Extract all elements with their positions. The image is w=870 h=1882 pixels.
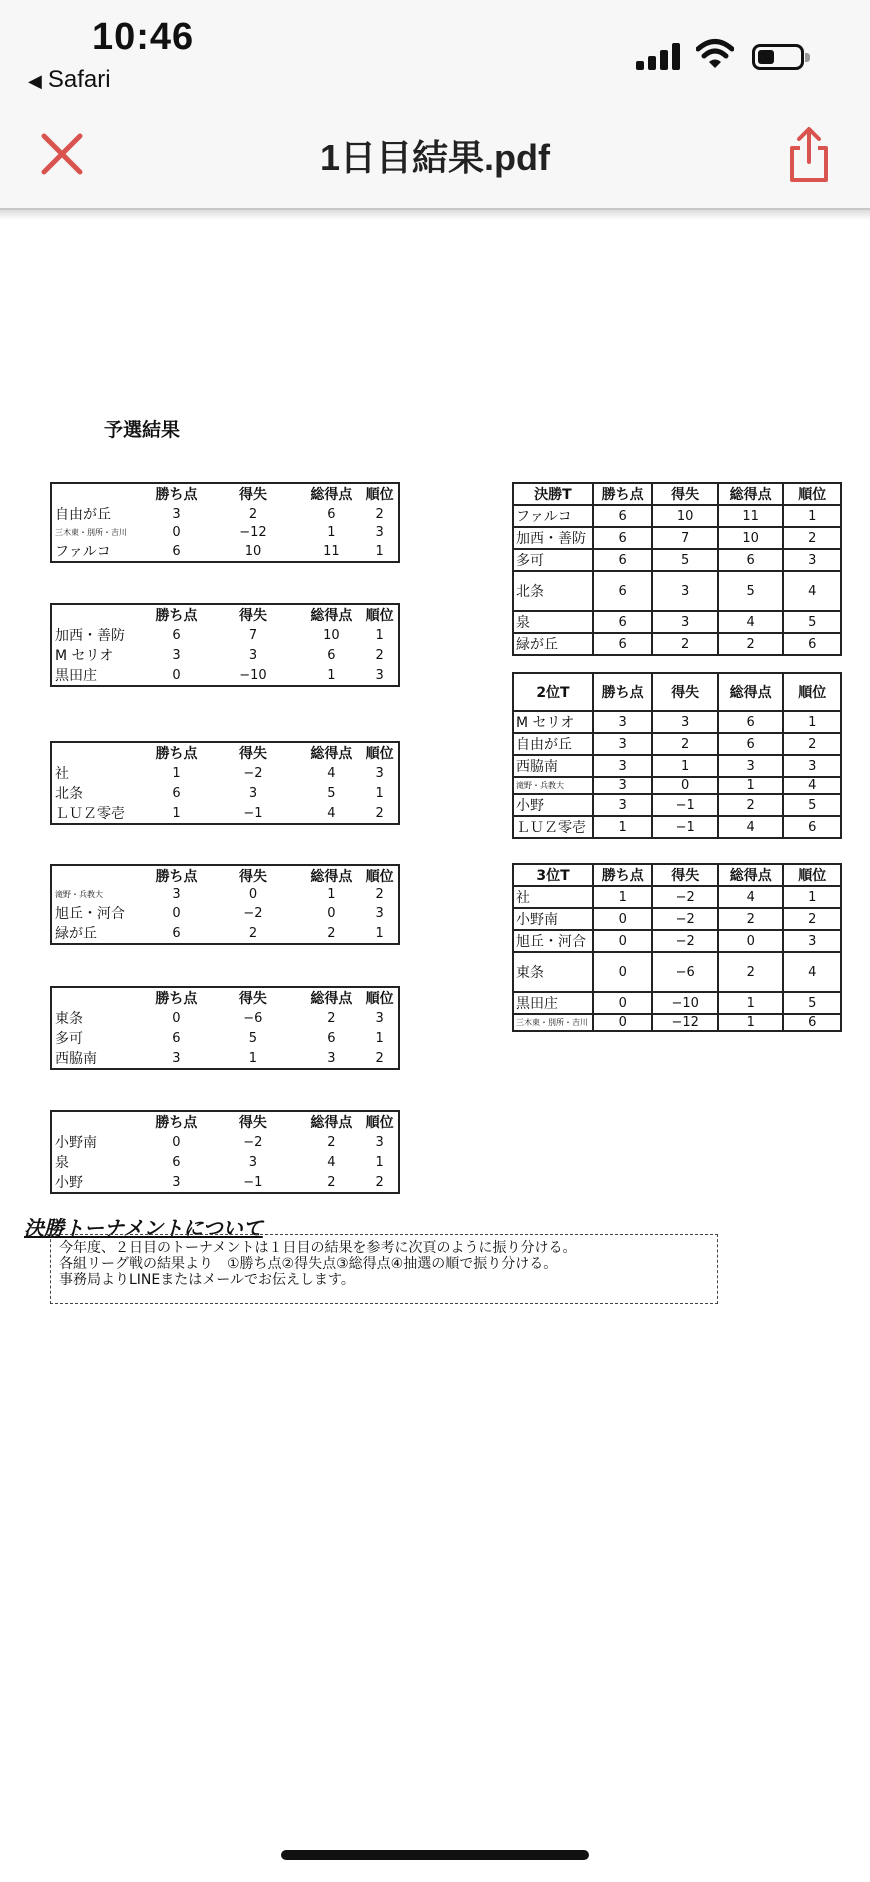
team-name: 多可 bbox=[513, 549, 593, 571]
table-cell: −2 bbox=[652, 908, 718, 930]
table-row bbox=[513, 777, 841, 794]
table-cell: 1 bbox=[172, 765, 181, 781]
team-name: 三木東・別所・吉川 bbox=[513, 1014, 593, 1031]
table-cell: 4 bbox=[783, 777, 841, 794]
bracket-title: 2位T bbox=[513, 673, 593, 711]
team-name: 加西・善防 bbox=[513, 527, 593, 549]
group-table bbox=[50, 741, 400, 825]
team-name: M セリオ bbox=[513, 711, 593, 733]
table-cell: 0 bbox=[718, 930, 783, 952]
team-name: 自由が丘 bbox=[55, 507, 111, 523]
table-cell: 6 bbox=[172, 785, 181, 801]
table-header-row bbox=[51, 604, 399, 625]
table-cell: 3 bbox=[172, 1174, 181, 1190]
table-row bbox=[51, 1028, 399, 1048]
group-table bbox=[50, 603, 400, 687]
table-cell: 6 bbox=[593, 549, 653, 571]
table-cell: −2 bbox=[652, 930, 718, 952]
table-cell: 5 bbox=[327, 785, 336, 801]
team-name: 多可 bbox=[55, 1031, 83, 1047]
table-row bbox=[513, 549, 841, 571]
table-cell: 1 bbox=[172, 805, 181, 821]
table-cell: 0 bbox=[172, 525, 181, 540]
table-cell: 4 bbox=[327, 805, 336, 821]
team-name: 旭丘・河合 bbox=[55, 906, 125, 922]
table-row bbox=[513, 908, 841, 930]
table-cell: 1 bbox=[327, 667, 336, 683]
table-cell: 2 bbox=[783, 733, 841, 755]
column-header: 勝ち点 bbox=[155, 608, 198, 624]
table-cell: −6 bbox=[243, 1010, 263, 1026]
team-name: 西脇南 bbox=[55, 1051, 97, 1067]
column-header: 得失 bbox=[238, 608, 267, 624]
column-header: 勝ち点 bbox=[155, 1115, 198, 1131]
table-cell: 0 bbox=[652, 777, 718, 794]
column-header: 順位 bbox=[365, 869, 394, 885]
team-name: 西脇南 bbox=[513, 755, 593, 777]
table-cell: 0 bbox=[593, 1014, 653, 1031]
table-cell: 3 bbox=[172, 647, 181, 663]
table-cell: 2 bbox=[375, 1050, 384, 1066]
table-header-row bbox=[513, 864, 841, 886]
table-cell: 6 bbox=[593, 611, 653, 633]
table-cell: 0 bbox=[593, 952, 653, 992]
table-cell: 10 bbox=[718, 527, 783, 549]
table-row bbox=[513, 633, 841, 655]
table-row bbox=[51, 763, 399, 783]
table-cell: 1 bbox=[783, 711, 841, 733]
column-header: 得失 bbox=[238, 1115, 267, 1131]
table-cell: −6 bbox=[652, 952, 718, 992]
table-header-row bbox=[51, 483, 399, 504]
column-header: 勝ち点 bbox=[593, 673, 653, 711]
team-name: ファルコ bbox=[55, 544, 111, 560]
table-cell: 2 bbox=[652, 733, 718, 755]
table-cell: 3 bbox=[172, 506, 181, 522]
team-name: 社 bbox=[513, 886, 593, 908]
column-header: 順位 bbox=[365, 746, 394, 762]
document-title: 1日目結果.pdf bbox=[320, 137, 550, 178]
table-cell: 3 bbox=[593, 777, 653, 794]
table-cell: 0 bbox=[172, 667, 181, 683]
table-cell: 10 bbox=[323, 627, 340, 643]
table-row bbox=[513, 930, 841, 952]
table-row bbox=[51, 1008, 399, 1028]
table-header-row bbox=[513, 673, 841, 711]
table-cell: 3 bbox=[593, 755, 653, 777]
table-cell: 0 bbox=[593, 930, 653, 952]
home-indicator[interactable] bbox=[281, 1850, 589, 1860]
column-header: 総得点 bbox=[718, 483, 783, 505]
table-cell: 2 bbox=[783, 527, 841, 549]
column-header: 総得点 bbox=[310, 608, 353, 624]
bracket-table bbox=[512, 672, 842, 839]
table-cell: 2 bbox=[248, 506, 258, 522]
table-cell: 6 bbox=[718, 711, 783, 733]
table-cell: 1 bbox=[375, 785, 384, 801]
table-row bbox=[513, 992, 841, 1014]
table-cell: 6 bbox=[593, 571, 653, 611]
table-cell: 7 bbox=[248, 627, 258, 643]
table-cell: 6 bbox=[718, 733, 783, 755]
table-row bbox=[513, 527, 841, 549]
column-header: 順位 bbox=[365, 1115, 394, 1131]
table-cell: 1 bbox=[652, 755, 718, 777]
notes-line: 事務局よりLINEまたはメールでお伝えします。 bbox=[59, 1272, 355, 1288]
table-cell: 2 bbox=[327, 1174, 336, 1190]
table-row bbox=[51, 1048, 399, 1069]
table-cell: 6 bbox=[783, 1014, 841, 1031]
column-header: 得失 bbox=[238, 746, 267, 762]
bracket-table bbox=[512, 482, 842, 656]
table-cell: 2 bbox=[248, 925, 258, 941]
group-table bbox=[50, 864, 400, 945]
table-cell: 6 bbox=[783, 633, 841, 655]
table-cell: 0 bbox=[248, 887, 258, 902]
table-row bbox=[513, 505, 841, 527]
table-cell: 3 bbox=[248, 785, 258, 801]
column-header: 得失 bbox=[238, 487, 267, 503]
table-cell: 3 bbox=[652, 571, 717, 611]
table-cell: 1 bbox=[718, 1014, 783, 1031]
table-row bbox=[513, 611, 841, 633]
column-header: 得失 bbox=[652, 673, 718, 711]
table-cell: 6 bbox=[172, 925, 181, 941]
table-cell: 3 bbox=[783, 930, 841, 952]
team-name: 緑が丘 bbox=[513, 633, 593, 655]
table-cell: 0 bbox=[172, 1010, 181, 1026]
table-cell: 3 bbox=[248, 1154, 258, 1170]
team-name: 泉 bbox=[513, 611, 593, 633]
table-cell: 2 bbox=[718, 952, 783, 992]
table-row bbox=[51, 541, 399, 562]
back-to-app-button[interactable] bbox=[28, 66, 111, 94]
table-cell: 1 bbox=[248, 1050, 258, 1066]
table-row bbox=[51, 1132, 399, 1152]
column-header bbox=[51, 865, 149, 886]
table-cell: 3 bbox=[593, 733, 653, 755]
table-cell: 3 bbox=[375, 667, 384, 683]
table-cell: 1 bbox=[783, 505, 841, 527]
table-cell: 3 bbox=[593, 794, 653, 816]
table-cell: 1 bbox=[375, 1154, 384, 1170]
notes-box bbox=[50, 1234, 718, 1304]
bracket-table bbox=[512, 863, 842, 1032]
column-header: 順位 bbox=[365, 991, 394, 1007]
table-cell: 3 bbox=[375, 1010, 384, 1026]
table-row bbox=[513, 886, 841, 908]
table-cell: 3 bbox=[375, 765, 384, 781]
table-header-row bbox=[51, 1111, 399, 1132]
table-cell: 3 bbox=[593, 711, 653, 733]
table-cell: 2 bbox=[375, 647, 384, 663]
table-cell: 4 bbox=[783, 571, 841, 611]
table-row bbox=[51, 923, 399, 944]
column-header: 総得点 bbox=[310, 869, 353, 885]
team-name: 加西・善防 bbox=[55, 628, 125, 644]
team-name: ファルコ bbox=[513, 505, 593, 527]
table-cell: 1 bbox=[783, 886, 841, 908]
column-header: 総得点 bbox=[310, 1115, 353, 1131]
table-cell: 2 bbox=[718, 633, 783, 655]
table-cell: 1 bbox=[718, 777, 783, 794]
table-cell: −1 bbox=[243, 805, 263, 821]
table-cell: 1 bbox=[327, 525, 336, 540]
table-cell: 3 bbox=[718, 755, 783, 777]
team-name: 黒田庄 bbox=[55, 668, 97, 684]
column-header: 順位 bbox=[365, 487, 394, 503]
column-header: 勝ち点 bbox=[155, 869, 198, 885]
table-row bbox=[51, 665, 399, 686]
team-name: 緑が丘 bbox=[55, 926, 97, 942]
table-cell: 5 bbox=[783, 992, 841, 1014]
share-icon[interactable] bbox=[784, 124, 834, 184]
table-cell: 3 bbox=[375, 1134, 384, 1150]
table-cell: 5 bbox=[718, 571, 783, 611]
table-cell: 2 bbox=[327, 925, 336, 941]
column-header: 得失 bbox=[238, 869, 267, 885]
table-cell: 3 bbox=[375, 525, 384, 540]
table-cell: −2 bbox=[243, 765, 263, 781]
column-header: 得失 bbox=[652, 864, 718, 886]
back-triangle-icon: ◀ bbox=[28, 71, 42, 91]
column-header: 順位 bbox=[783, 864, 841, 886]
table-cell: 6 bbox=[327, 1030, 336, 1046]
table-cell: 11 bbox=[718, 505, 783, 527]
table-header-row bbox=[51, 865, 399, 886]
table-cell: 4 bbox=[327, 1154, 336, 1170]
table-cell: 6 bbox=[172, 543, 181, 559]
table-cell: 10 bbox=[244, 543, 262, 559]
table-cell: 6 bbox=[783, 816, 841, 838]
column-header: 順位 bbox=[783, 673, 841, 711]
table-cell: 5 bbox=[248, 1030, 258, 1046]
section-title: 予選結果 bbox=[104, 419, 181, 441]
status-bar bbox=[0, 0, 870, 100]
column-header: 勝ち点 bbox=[155, 991, 198, 1007]
table-cell: 11 bbox=[323, 543, 340, 559]
column-header bbox=[51, 742, 149, 763]
column-header: 総得点 bbox=[310, 487, 353, 503]
battery-icon bbox=[752, 44, 804, 70]
table-cell: 0 bbox=[172, 1134, 181, 1150]
table-row bbox=[513, 794, 841, 816]
column-header bbox=[51, 604, 149, 625]
table-cell: 4 bbox=[327, 765, 336, 781]
table-cell: 10 bbox=[652, 505, 717, 527]
table-header-row bbox=[513, 483, 841, 505]
table-cell: −2 bbox=[652, 886, 718, 908]
column-header: 総得点 bbox=[310, 991, 353, 1007]
table-cell: 1 bbox=[327, 887, 336, 902]
table-cell: 2 bbox=[375, 887, 384, 902]
column-header bbox=[51, 483, 149, 504]
column-header: 総得点 bbox=[310, 746, 353, 762]
team-name: ＬＵＺ零壱 bbox=[513, 816, 593, 838]
table-cell: −10 bbox=[239, 667, 267, 683]
team-name: 北条 bbox=[55, 786, 83, 802]
table-cell: 0 bbox=[593, 992, 653, 1014]
column-header bbox=[51, 987, 149, 1008]
table-cell: 7 bbox=[652, 527, 717, 549]
column-header: 順位 bbox=[365, 608, 394, 624]
column-header: 勝ち点 bbox=[155, 487, 198, 503]
table-row bbox=[51, 803, 399, 824]
table-cell: 0 bbox=[172, 905, 181, 921]
table-cell: 4 bbox=[783, 952, 841, 992]
column-header: 勝ち点 bbox=[155, 746, 198, 762]
notes-line: 各組リーグ戦の結果より ①勝ち点②得失点③総得点④抽選の順で振り分ける。 bbox=[59, 1256, 558, 1272]
table-cell: 2 bbox=[652, 633, 717, 655]
back-app-label: Safari bbox=[47, 66, 111, 93]
table-row bbox=[51, 783, 399, 803]
table-cell: 6 bbox=[172, 1154, 181, 1170]
table-cell: 3 bbox=[248, 647, 258, 663]
table-row bbox=[51, 645, 399, 665]
column-header: 得失 bbox=[238, 991, 267, 1007]
table-cell: −10 bbox=[652, 992, 718, 1014]
column-header: 総得点 bbox=[718, 673, 783, 711]
pdf-page[interactable] bbox=[0, 220, 870, 1800]
team-name: M セリオ bbox=[55, 648, 114, 664]
table-cell: −1 bbox=[243, 1174, 263, 1190]
team-name: 旭丘・河合 bbox=[513, 930, 593, 952]
table-row bbox=[513, 755, 841, 777]
bracket-title: 3位T bbox=[513, 864, 593, 886]
table-cell: 6 bbox=[327, 506, 336, 522]
table-row bbox=[51, 504, 399, 524]
team-name: 三木東・別所・吉川 bbox=[55, 528, 127, 537]
table-cell: 2 bbox=[375, 1174, 384, 1190]
table-cell: 6 bbox=[172, 1030, 181, 1046]
column-header: 総得点 bbox=[718, 864, 783, 886]
table-cell: 2 bbox=[327, 1010, 336, 1026]
table-row bbox=[513, 733, 841, 755]
toolbar-shadow bbox=[0, 210, 870, 220]
table-cell: 4 bbox=[718, 886, 783, 908]
table-cell: −12 bbox=[652, 1014, 718, 1031]
table-cell: 2 bbox=[783, 908, 841, 930]
table-cell: 3 bbox=[652, 611, 717, 633]
team-name: 泉 bbox=[55, 1155, 69, 1171]
table-cell: 1 bbox=[718, 992, 783, 1014]
table-row bbox=[513, 571, 841, 611]
table-cell: −2 bbox=[243, 1134, 263, 1150]
table-cell: 6 bbox=[172, 627, 181, 643]
table-cell: 6 bbox=[593, 527, 653, 549]
team-name: 黒田庄 bbox=[513, 992, 593, 1014]
table-header-row bbox=[51, 987, 399, 1008]
column-header: 勝ち点 bbox=[593, 483, 653, 505]
table-cell: 3 bbox=[172, 1050, 181, 1066]
table-cell: 2 bbox=[375, 506, 384, 522]
notes-line: 今年度、２日目のトーナメントは１日目の結果を参考に次頁のように振り分ける。 bbox=[59, 1240, 577, 1256]
team-name: 小野南 bbox=[513, 908, 593, 930]
table-cell: 5 bbox=[652, 549, 717, 571]
table-row bbox=[513, 816, 841, 838]
table-row bbox=[51, 1152, 399, 1172]
table-cell: 3 bbox=[783, 549, 841, 571]
table-cell: −12 bbox=[239, 525, 267, 540]
group-table bbox=[50, 482, 400, 563]
table-row bbox=[513, 711, 841, 733]
table-row bbox=[51, 524, 399, 541]
group-table bbox=[50, 986, 400, 1070]
table-cell: 3 bbox=[652, 711, 718, 733]
table-cell: 3 bbox=[172, 887, 181, 902]
cellular-signal-icon bbox=[636, 42, 680, 70]
table-cell: 5 bbox=[783, 611, 841, 633]
table-row bbox=[513, 952, 841, 992]
table-cell: 4 bbox=[718, 611, 783, 633]
pdf-viewer-toolbar bbox=[0, 100, 870, 210]
status-time: 10:46 bbox=[92, 16, 195, 58]
team-name: 滝野・兵教大 bbox=[55, 890, 103, 899]
table-cell: 2 bbox=[327, 1134, 336, 1150]
team-name: 小野南 bbox=[55, 1135, 97, 1151]
table-cell: 3 bbox=[783, 755, 841, 777]
column-header bbox=[51, 1111, 149, 1132]
table-cell: 5 bbox=[783, 794, 841, 816]
table-cell: 4 bbox=[718, 816, 783, 838]
table-header-row bbox=[51, 742, 399, 763]
table-row bbox=[51, 903, 399, 923]
table-row bbox=[513, 1014, 841, 1031]
table-cell: 6 bbox=[593, 505, 653, 527]
table-cell: 6 bbox=[593, 633, 653, 655]
column-header: 得失 bbox=[652, 483, 717, 505]
table-cell: 6 bbox=[327, 647, 336, 663]
team-name: 滝野・兵教大 bbox=[513, 777, 593, 794]
table-row bbox=[51, 886, 399, 903]
team-name: 東条 bbox=[55, 1011, 83, 1027]
table-cell: 2 bbox=[718, 908, 783, 930]
notes-title: 決勝トーナメントについて bbox=[24, 1216, 263, 1240]
team-name: 小野 bbox=[55, 1175, 83, 1191]
team-name: 社 bbox=[55, 766, 69, 782]
column-header: 順位 bbox=[783, 483, 841, 505]
table-cell: −1 bbox=[652, 794, 718, 816]
team-name: 東条 bbox=[513, 952, 593, 992]
bracket-title: 決勝T bbox=[513, 483, 593, 505]
table-row bbox=[51, 625, 399, 645]
table-cell: 1 bbox=[593, 886, 653, 908]
team-name: 小野 bbox=[513, 794, 593, 816]
table-cell: 3 bbox=[375, 905, 384, 921]
wifi-icon bbox=[696, 38, 734, 70]
table-cell: 1 bbox=[375, 627, 384, 643]
team-name: ＬＵＺ零壱 bbox=[55, 806, 125, 822]
table-cell: 1 bbox=[593, 816, 653, 838]
column-header: 勝ち点 bbox=[593, 864, 653, 886]
table-cell: 6 bbox=[718, 549, 783, 571]
table-cell: 3 bbox=[327, 1050, 336, 1066]
team-name: 北条 bbox=[513, 571, 593, 611]
table-cell: 1 bbox=[375, 1030, 384, 1046]
table-cell: 1 bbox=[375, 543, 384, 559]
table-cell: 2 bbox=[718, 794, 783, 816]
team-name: 自由が丘 bbox=[513, 733, 593, 755]
table-cell: 2 bbox=[375, 805, 384, 821]
table-cell: 0 bbox=[593, 908, 653, 930]
table-row bbox=[51, 1172, 399, 1193]
table-cell: −2 bbox=[243, 905, 263, 921]
group-table bbox=[50, 1110, 400, 1194]
table-cell: 0 bbox=[327, 905, 336, 921]
table-cell: 1 bbox=[375, 925, 384, 941]
table-cell: −1 bbox=[652, 816, 718, 838]
